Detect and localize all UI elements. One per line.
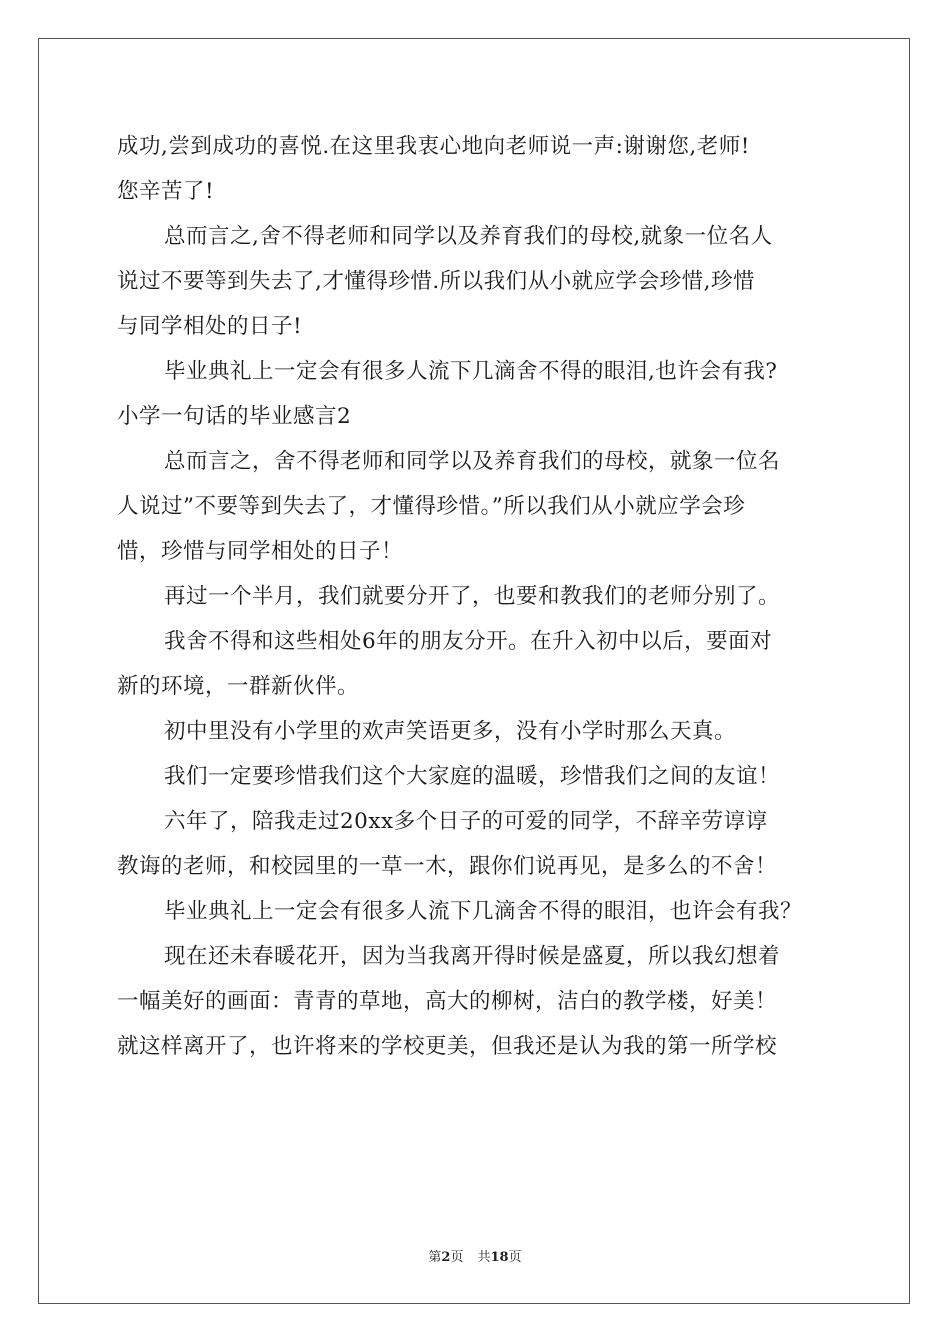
text-line: 六年了，陪我走过20xx多个日子的可爱的同学，不辞辛劳谆谆 (164, 809, 768, 834)
text-line: 与同学相处的日子! (117, 314, 303, 339)
text-line: 一幅美好的画面：青青的草地，高大的柳树，洁白的教学楼，好美！ (117, 989, 778, 1014)
section-heading: 小学一句话的毕业感言2 (117, 404, 352, 429)
text-line: 毕业典礼上一定会有很多人流下几滴舍不得的眼泪,也许会有我? (164, 359, 778, 384)
text-line: 您辛苦了! (117, 179, 215, 204)
text-line: 我舍不得和这些相处6年的朋友分开。在升入初中以后，要面对 (164, 629, 773, 654)
text-line: 毕业典礼上一定会有很多人流下几滴舍不得的眼泪，也许会有我？ (164, 899, 803, 924)
total-suffix: 页 (508, 1250, 522, 1265)
text-line: 现在还未春暖花开，因为当我离开得时候是盛夏，所以我幻想着 (164, 944, 781, 969)
text-line: 教诲的老师，和校园里的一草一木，跟你们说再见，是多么的不舍！ (117, 854, 778, 879)
text-line: 我们一定要珍惜我们这个大家庭的温暖，珍惜我们之间的友谊！ (164, 764, 781, 789)
text-line: 说过不要等到失去了,才懂得珍惜.所以我们从小就应学会珍惜,珍惜 (117, 269, 756, 294)
text-line: 就这样离开了，也许将来的学校更美，但我还是认为我的第一所学校 (117, 1034, 778, 1059)
text-line: 再过一个半月，我们就要分开了，也要和教我们的老师分别了。 (164, 584, 781, 609)
text-line: 新的环境，一群新伙伴。 (117, 674, 360, 699)
text-line: 总而言之，舍不得老师和同学以及养育我们的母校，就象一位名 (164, 449, 781, 474)
text-line: 总而言之,舍不得老师和同学以及养育我们的母校,就象一位名人 (164, 224, 773, 249)
page-suffix: 页 (450, 1250, 464, 1265)
page-prefix: 第 (428, 1250, 442, 1265)
total-prefix: 共 (477, 1250, 491, 1265)
document-body (117, 124, 833, 1069)
text-line: 初中里没有小学里的欢声笑语更多，没有小学时那么天真。 (164, 719, 737, 744)
text-line: 成功,尝到成功的喜悦.在这里我衷心地向老师说一声:谢谢您,老师! (117, 134, 750, 159)
total-page-count: 18 (490, 1250, 509, 1265)
text-line: 惜，珍惜与同学相处的日子！ (117, 539, 404, 564)
current-page-number: 2 (441, 1250, 451, 1265)
page-footer (0, 1246, 950, 1265)
text-line: 人说过”不要等到失去了，才懂得珍惜。”所以我们从小就应学会珍 (117, 494, 746, 519)
